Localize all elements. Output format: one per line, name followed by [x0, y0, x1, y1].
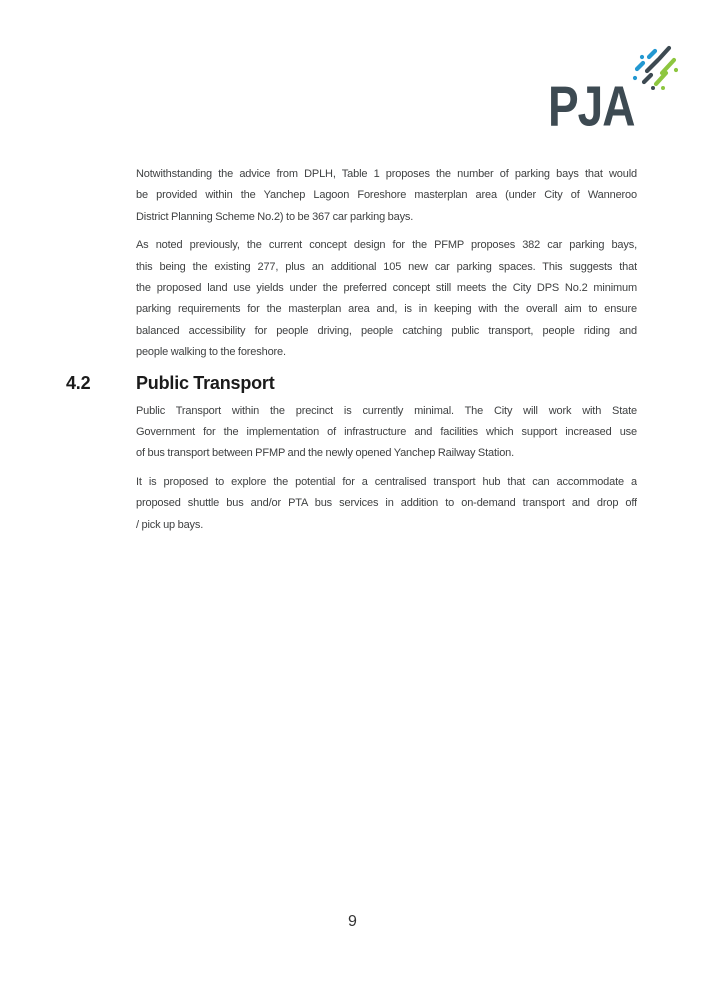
section-heading	[66, 372, 637, 394]
text-line: Government for the implementation of infrastructure and facilities which support increased use	[136, 425, 637, 438]
text-line: proposed shuttle bus and/or PTA bus services in addition to on-demand transport and drop off	[136, 497, 637, 510]
text-line: balanced accessibility for people driving, people catching public transport, people riding and	[136, 324, 637, 337]
text-line: parking requirements for the masterplan area and, is in keeping with the overall aim to ensure	[136, 303, 637, 316]
text-line: Public Transport within the precinct is currently minimal. The City will work with State	[136, 404, 637, 417]
text-line: Notwithstanding the advice from DPLH, Table 1 proposes the number of parking bays that would	[136, 168, 637, 180]
pja-wordmark: PJA	[548, 74, 635, 138]
text-line: people walking to the foreshore.	[136, 345, 286, 358]
text-line: As noted previously, the current concept design for the PFMP proposes 382 car parking bays,	[136, 239, 637, 252]
paragraph-concept-design	[136, 235, 637, 363]
text-line: / pick up bays.	[136, 518, 204, 531]
paragraph-public-transport	[136, 401, 637, 465]
text-line: this being the existing 277, plus an additional 105 new car parking spaces. This suggests that	[136, 260, 637, 273]
text-line: the proposed land use yields under the preferred concept still meets the City DPS No.2 minimum	[136, 281, 637, 294]
pja-dots-icon	[632, 44, 678, 90]
text-line: District Planning Scheme No.2) to be 367 car parking bays.	[136, 210, 414, 223]
section-number: 4.2	[66, 373, 91, 394]
paragraph-parking-bays	[136, 164, 637, 228]
document-body	[66, 164, 637, 543]
paragraph-transport-hub	[136, 472, 637, 536]
text-line: be provided within the Yanchep Lagoon Foreshore masterplan area (under City of Wanneroo	[136, 189, 637, 202]
section-title: Public Transport	[136, 373, 275, 394]
text-line: of bus transport between PFMP and the newly opened Yanchep Railway Station.	[136, 447, 515, 460]
page-number: 9	[348, 913, 357, 930]
pja-logo	[548, 44, 680, 138]
text-line: It is proposed to explore the potential for a centralised transport hub that can accommodate a	[136, 476, 637, 489]
